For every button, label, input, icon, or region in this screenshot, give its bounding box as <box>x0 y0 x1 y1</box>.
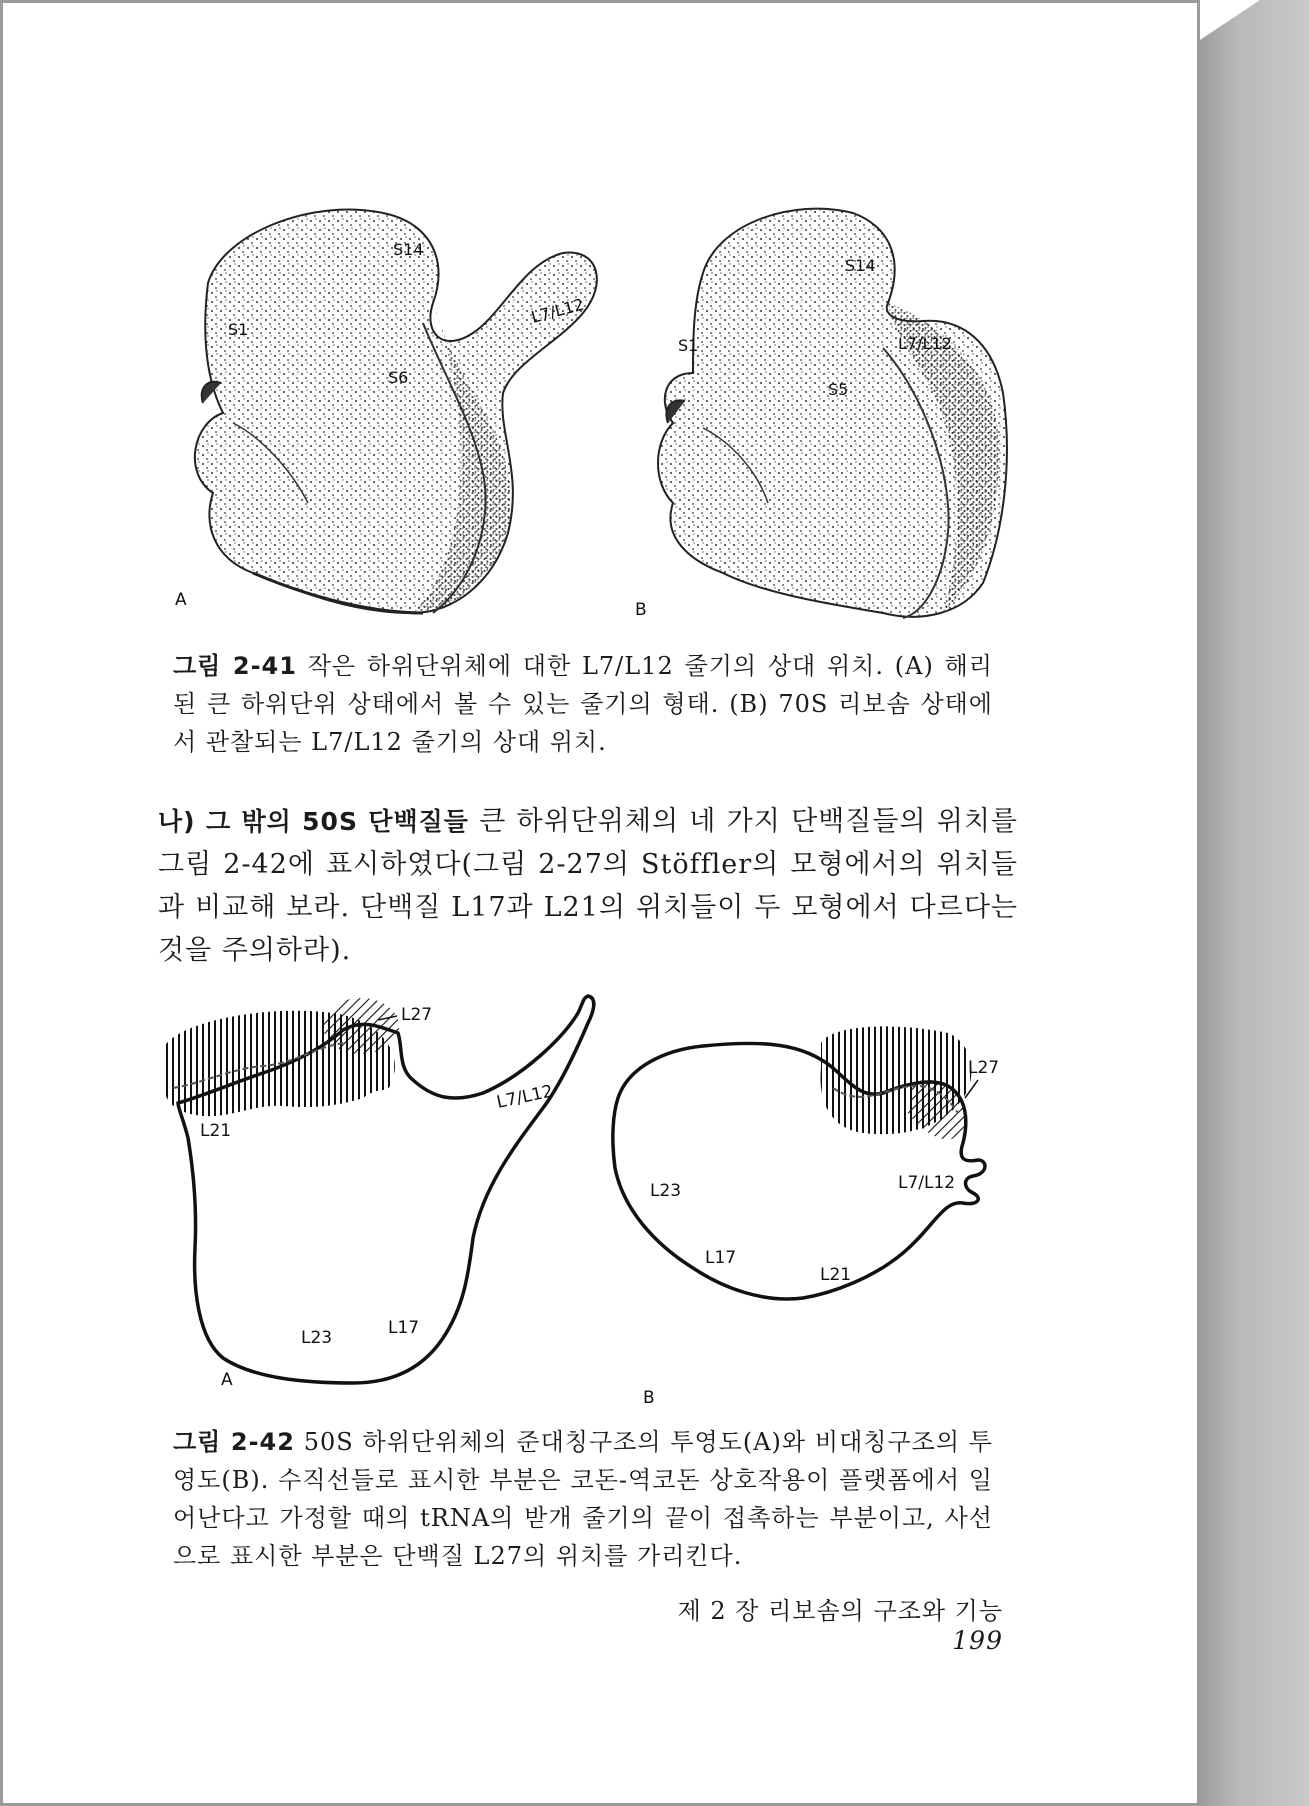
label-s14-a: S14 <box>393 240 424 259</box>
figure-2-42-caption <box>173 1423 993 1575</box>
chapter-title: 제 2 장 리보솜의 구조와 기능 <box>677 1597 1003 1625</box>
figure-2-41-caption-text: 작은 하위단위체에 대한 L7/L12 줄기의 상대 위치. (A) 해리된 큰 하위단위 상태에서 볼 수 있는 줄기의 형태. (B) 70S 리보솜 상태에서 관찰되는 L7/L12 줄기의 상대 위치. <box>173 652 993 756</box>
page-number: 199 <box>952 1626 1003 1655</box>
label-l17-a: L17 <box>388 1318 420 1338</box>
label-l7l12-fig42-a: L7/L12 <box>494 1081 555 1113</box>
label-s6-a: S6 <box>388 368 409 387</box>
fig42-panel-a-label: A <box>221 1370 233 1390</box>
label-s14-b: S14 <box>845 256 876 275</box>
label-l21-a: L21 <box>200 1121 232 1141</box>
label-l23-b: L23 <box>650 1181 682 1201</box>
panel-a-label: A <box>175 590 187 610</box>
label-s5-b: S5 <box>828 380 849 399</box>
page-footer <box>603 1591 1003 1655</box>
paragraph-text: 큰 하위단위체의 네 가지 단백질들의 위치를 그림 2-42에 표시하였다(그림 2-27의 Stöffler의 모형에서의 위치들과 비교해 보라. 단백질 L17과 L21의 위치들이 두 모형에서 다르다는 것을 주의하라). <box>158 806 1018 966</box>
body-paragraph <box>158 800 1018 972</box>
figure-2-42 <box>3 988 1203 1408</box>
figure-2-41 <box>3 173 1203 633</box>
figure-2-42-caption-text: 50S 하위단위체의 준대칭구조의 투영도(A)와 비대칭구조의 투영도(B). 수직선들로 표시한 부분은 코돈-역코돈 상호작용이 플랫폼에서 일어난다고 가정할 때의 tRNA의 받개 줄기의 끝이 접촉하는 부분이고, 사선으로 표시한 부분은 단백질 L27의 위치를 가리킨다. <box>173 1428 993 1570</box>
label-l27-a: L27 <box>401 1005 433 1025</box>
figure-2-42-drawing <box>3 988 1203 1408</box>
figure-2-41-drawing <box>3 173 1203 633</box>
label-s1-b: S1 <box>678 336 699 355</box>
figure-2-42-caption-number: 그림 2-42 <box>173 1428 295 1456</box>
figure-2-41-caption-number: 그림 2-41 <box>173 652 297 680</box>
label-s1-a: S1 <box>228 320 249 339</box>
label-l17-b: L17 <box>705 1248 737 1268</box>
outline-50s-b <box>613 1043 985 1299</box>
book-spine-top <box>1200 0 1260 40</box>
label-l7l12-fig42-b: L7/L12 <box>898 1173 956 1193</box>
panel-b-label: B <box>635 600 647 620</box>
panel-a-ribosome <box>195 209 597 613</box>
label-l21-b: L21 <box>820 1265 852 1285</box>
fig42-panel-b-label: B <box>643 1388 655 1408</box>
label-l7l12-a: L7/L12 <box>529 294 586 327</box>
figure-2-41-caption <box>173 647 993 761</box>
label-l23-a: L23 <box>301 1328 333 1348</box>
label-l7l12-b: L7/L12 <box>898 334 952 353</box>
label-l27-b: L27 <box>968 1058 1000 1078</box>
book-spine <box>1200 0 1309 1806</box>
paragraph-heading: 나) 그 밖의 50S 단백질들 <box>158 807 469 836</box>
panel-b-ribosome <box>658 209 1007 618</box>
